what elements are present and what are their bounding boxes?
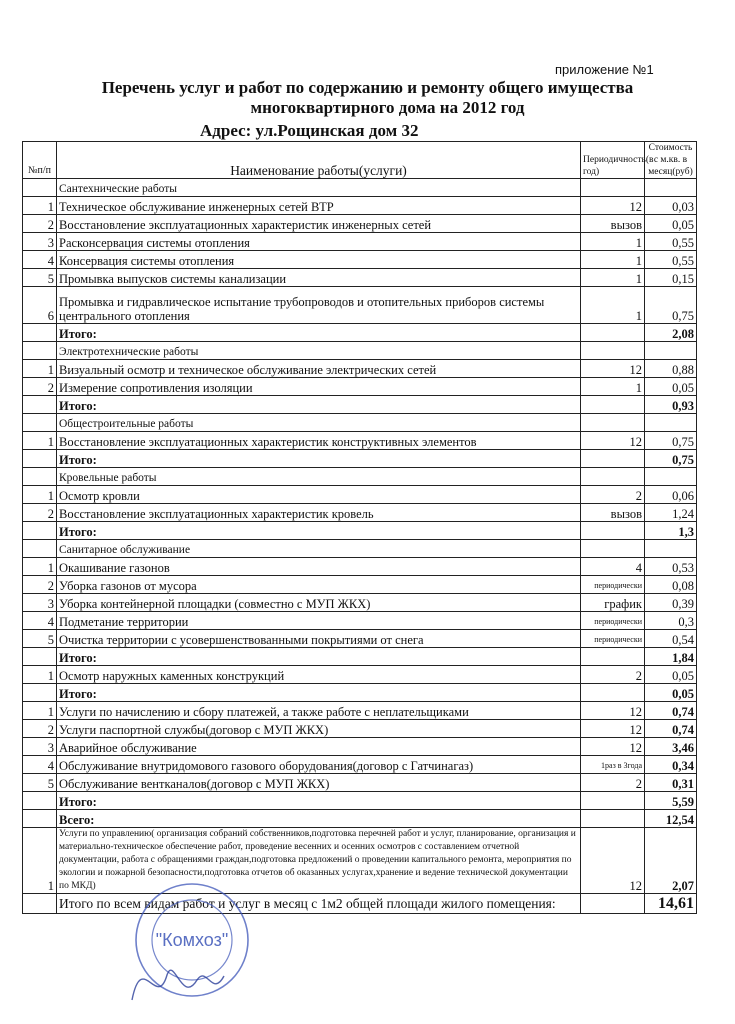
row-name: Очистка территории с усовершенствованными покрытиями от снега xyxy=(57,630,581,648)
row-period xyxy=(581,414,645,432)
row-period xyxy=(581,684,645,702)
row-cost: 0,75 xyxy=(645,287,697,324)
row-cost xyxy=(645,468,697,486)
total-row xyxy=(23,450,697,468)
row-name: Услуги паспортной службы(договор с МУП ЖКХ) xyxy=(57,720,581,738)
row-num: 1 xyxy=(23,432,57,450)
row-cost: 0,75 xyxy=(645,432,697,450)
total-cost: 0,75 xyxy=(645,450,697,468)
row-num: 4 xyxy=(23,251,57,269)
row-period: 1 xyxy=(581,378,645,396)
table-row xyxy=(23,720,697,738)
row-period xyxy=(581,810,645,828)
row-name: Консервация системы отопления xyxy=(57,251,581,269)
row-num: 5 xyxy=(23,269,57,287)
row-name: Подметание территории xyxy=(57,612,581,630)
total-row xyxy=(23,792,697,810)
row-cost: 0,06 xyxy=(645,486,697,504)
row-period: 12 xyxy=(581,702,645,720)
row-cost: 0,05 xyxy=(645,378,697,396)
row-period: вызов xyxy=(581,504,645,522)
row-period: 12 xyxy=(581,432,645,450)
row-name: Визуальный осмотр и техническое обслуживание электрических сетей xyxy=(57,360,581,378)
table-row xyxy=(23,666,697,684)
row-cost: 0,53 xyxy=(645,558,697,576)
row-period: 2 xyxy=(581,486,645,504)
row-cost: 0,74 xyxy=(645,720,697,738)
total-cost: 1,3 xyxy=(645,522,697,540)
row-num: 3 xyxy=(23,594,57,612)
row-name: Осмотр кровли xyxy=(57,486,581,504)
row-period: периодически xyxy=(581,630,645,648)
total-row xyxy=(23,810,697,828)
row-period: 1 xyxy=(581,233,645,251)
row-name: Восстановление эксплуатационных характеристик конструктивных элементов xyxy=(57,432,581,450)
total-cost: 12,54 xyxy=(645,810,697,828)
total-row xyxy=(23,684,697,702)
row-period xyxy=(581,468,645,486)
row-period: 12 xyxy=(581,720,645,738)
section-title: Кровельные работы xyxy=(57,468,581,486)
row-num xyxy=(23,684,57,702)
row-num: 5 xyxy=(23,630,57,648)
total-row xyxy=(23,522,697,540)
section-title: Сантехнические работы xyxy=(57,179,581,197)
row-cost: 0,54 xyxy=(645,630,697,648)
total-label: Итого: xyxy=(57,648,581,666)
row-name: Окашивание газонов xyxy=(57,558,581,576)
table-row xyxy=(23,702,697,720)
document-title xyxy=(0,78,735,118)
services-table xyxy=(22,141,697,914)
row-name: Обслуживание внутридомового газового оборудования(договор с Гатчинагаз) xyxy=(57,756,581,774)
row-num: 2 xyxy=(23,720,57,738)
row-cost: 0,34 xyxy=(645,756,697,774)
table-row xyxy=(23,233,697,251)
row-period xyxy=(581,792,645,810)
total-label: Итого: xyxy=(57,684,581,702)
row-name: Осмотр наружных каменных конструкций xyxy=(57,666,581,684)
table-row xyxy=(23,738,697,756)
total-cost: 0,05 xyxy=(645,684,697,702)
row-cost xyxy=(645,414,697,432)
total-row xyxy=(23,648,697,666)
row-period xyxy=(581,522,645,540)
row-num: 1 xyxy=(23,828,57,894)
management-description: Услуги по управлению( организация собраний собственников,подготовка перечней работ и услуг, планирование, организация и материально-техническое обеспечение работ, проведение весенних и осенних осмотров с составлением отчетной документации, работа с обращениями граждан,подготовка предложений о проведении капитального ремонта, мероприятия по экологии и пожарной безопасности,подготовка отчетов об оказанных услугах,хранение и ведение технической документации по МКД) xyxy=(57,828,581,894)
table-header-row xyxy=(23,142,697,179)
table-row xyxy=(23,197,697,215)
row-num: 1 xyxy=(23,360,57,378)
section-row xyxy=(23,179,697,197)
total-row xyxy=(23,396,697,414)
row-period: 12 xyxy=(581,738,645,756)
title-line-2: многоквартирного дома на 2012 год xyxy=(250,98,525,117)
row-num: 5 xyxy=(23,774,57,792)
row-name: Техническое обслуживание инженерных сетей ВТР xyxy=(57,197,581,215)
total-label: Итого: xyxy=(57,324,581,342)
total-cost: 2,08 xyxy=(645,324,697,342)
row-name: Услуги по начислению и сбору платежей, а также работе с неплательщиками xyxy=(57,702,581,720)
table-row xyxy=(23,630,697,648)
total-label: Итого: xyxy=(57,792,581,810)
row-num xyxy=(23,522,57,540)
table-row xyxy=(23,612,697,630)
row-period: 1 xyxy=(581,251,645,269)
section-title: Общестроительные работы xyxy=(57,414,581,432)
table-row xyxy=(23,378,697,396)
row-period xyxy=(581,540,645,558)
header-cost: Стоимость с м.кв. в месяц(руб) xyxy=(645,142,697,179)
row-period xyxy=(581,342,645,360)
row-num: 1 xyxy=(23,666,57,684)
row-num xyxy=(23,894,57,914)
row-period: периодически xyxy=(581,612,645,630)
row-period: 1раз в 3года xyxy=(581,756,645,774)
row-cost: 0,3 xyxy=(645,612,697,630)
row-num xyxy=(23,648,57,666)
row-num: 1 xyxy=(23,486,57,504)
section-row xyxy=(23,342,697,360)
row-name: Измерение сопротивления изоляции xyxy=(57,378,581,396)
row-period xyxy=(581,450,645,468)
row-num: 3 xyxy=(23,233,57,251)
row-name: Промывка выпусков системы канализации xyxy=(57,269,581,287)
row-num xyxy=(23,342,57,360)
row-period: 12 xyxy=(581,828,645,894)
row-num: 2 xyxy=(23,576,57,594)
row-period: 1 xyxy=(581,287,645,324)
row-period: 1 xyxy=(581,269,645,287)
total-cost: 5,59 xyxy=(645,792,697,810)
row-num: 1 xyxy=(23,558,57,576)
row-period xyxy=(581,894,645,914)
total-row xyxy=(23,324,697,342)
row-cost xyxy=(645,540,697,558)
row-cost: 3,46 xyxy=(645,738,697,756)
appendix-label: приложение №1 xyxy=(555,62,654,77)
header-period: Периодичность(в год) xyxy=(581,142,645,179)
stamp-text: "Комхоз" xyxy=(155,930,229,950)
table-row xyxy=(23,504,697,522)
table-row xyxy=(23,576,697,594)
row-num xyxy=(23,324,57,342)
row-num xyxy=(23,540,57,558)
address: Адрес: ул.Рощинская дом 32 xyxy=(200,121,419,140)
row-num: 4 xyxy=(23,612,57,630)
row-period: 2 xyxy=(581,666,645,684)
table-row xyxy=(23,432,697,450)
total-label: Итого: xyxy=(57,396,581,414)
row-period xyxy=(581,648,645,666)
row-cost: 0,31 xyxy=(645,774,697,792)
row-num xyxy=(23,414,57,432)
row-period: 2 xyxy=(581,774,645,792)
table-row xyxy=(23,287,697,324)
row-num: 3 xyxy=(23,738,57,756)
row-period xyxy=(581,179,645,197)
row-name: Восстановление эксплуатационных характеристик кровель xyxy=(57,504,581,522)
row-num: 2 xyxy=(23,215,57,233)
header-name: Наименование работы(услуги) xyxy=(57,142,581,179)
row-cost: 0,08 xyxy=(645,576,697,594)
row-num: 4 xyxy=(23,756,57,774)
row-period: 4 xyxy=(581,558,645,576)
row-num xyxy=(23,792,57,810)
row-cost: 0,39 xyxy=(645,594,697,612)
row-num xyxy=(23,468,57,486)
row-period: 12 xyxy=(581,360,645,378)
row-cost: 0,88 xyxy=(645,360,697,378)
row-cost: 2,07 xyxy=(645,828,697,894)
total-label: Итого: xyxy=(57,450,581,468)
row-cost: 0,15 xyxy=(645,269,697,287)
row-name: Расконсервация системы отопления xyxy=(57,233,581,251)
total-label: Всего: xyxy=(57,810,581,828)
komhoz-stamp xyxy=(112,880,262,1024)
row-name: Восстановление эксплуатационных характеристик инженерных сетей xyxy=(57,215,581,233)
row-cost: 0,05 xyxy=(645,666,697,684)
row-num: 2 xyxy=(23,504,57,522)
row-num: 6 xyxy=(23,287,57,324)
table-row xyxy=(23,360,697,378)
row-cost: 0,05 xyxy=(645,215,697,233)
title-line-1: Перечень услуг и работ по содержанию и ремонту общего имущества xyxy=(101,78,634,97)
row-num xyxy=(23,396,57,414)
row-period xyxy=(581,396,645,414)
row-num xyxy=(23,810,57,828)
grand-total-cost: 14,61 xyxy=(645,894,697,914)
row-name: Уборка контейнерной площадки (совместно с МУП ЖКХ) xyxy=(57,594,581,612)
row-cost: 0,55 xyxy=(645,233,697,251)
header-num: №п/п xyxy=(23,142,57,179)
row-cost: 0,74 xyxy=(645,702,697,720)
row-cost xyxy=(645,342,697,360)
section-title: Электротехнические работы xyxy=(57,342,581,360)
total-cost: 0,93 xyxy=(645,396,697,414)
section-row xyxy=(23,540,697,558)
signature xyxy=(132,970,224,1000)
row-period xyxy=(581,324,645,342)
row-period: график xyxy=(581,594,645,612)
row-num: 1 xyxy=(23,702,57,720)
table-row xyxy=(23,594,697,612)
table-row xyxy=(23,756,697,774)
row-name: Уборка газонов от мусора xyxy=(57,576,581,594)
row-name: Промывка и гидравлическое испытание трубопроводов и отопительных приборов системы центрального отопления xyxy=(57,287,581,324)
row-cost: 0,03 xyxy=(645,197,697,215)
row-period: периодически xyxy=(581,576,645,594)
section-row xyxy=(23,414,697,432)
row-cost: 1,24 xyxy=(645,504,697,522)
table-row xyxy=(23,486,697,504)
total-cost: 1,84 xyxy=(645,648,697,666)
row-period: вызов xyxy=(581,215,645,233)
table-row xyxy=(23,269,697,287)
row-num xyxy=(23,450,57,468)
row-name: Обслуживание вентканалов(договор с МУП ЖКХ) xyxy=(57,774,581,792)
row-num: 1 xyxy=(23,197,57,215)
table-row xyxy=(23,774,697,792)
row-num: 2 xyxy=(23,378,57,396)
table-row xyxy=(23,558,697,576)
row-period: 12 xyxy=(581,197,645,215)
table-row xyxy=(23,215,697,233)
total-label: Итого: xyxy=(57,522,581,540)
row-num xyxy=(23,179,57,197)
row-cost: 0,55 xyxy=(645,251,697,269)
section-row xyxy=(23,468,697,486)
table-row xyxy=(23,251,697,269)
section-title: Санитарное обслуживание xyxy=(57,540,581,558)
row-name: Аварийное обслуживание xyxy=(57,738,581,756)
grand-total-label: Итого по всем видам работ и услуг в месяц с 1м2 общей площади жилого помещения: xyxy=(57,894,581,914)
row-cost xyxy=(645,179,697,197)
